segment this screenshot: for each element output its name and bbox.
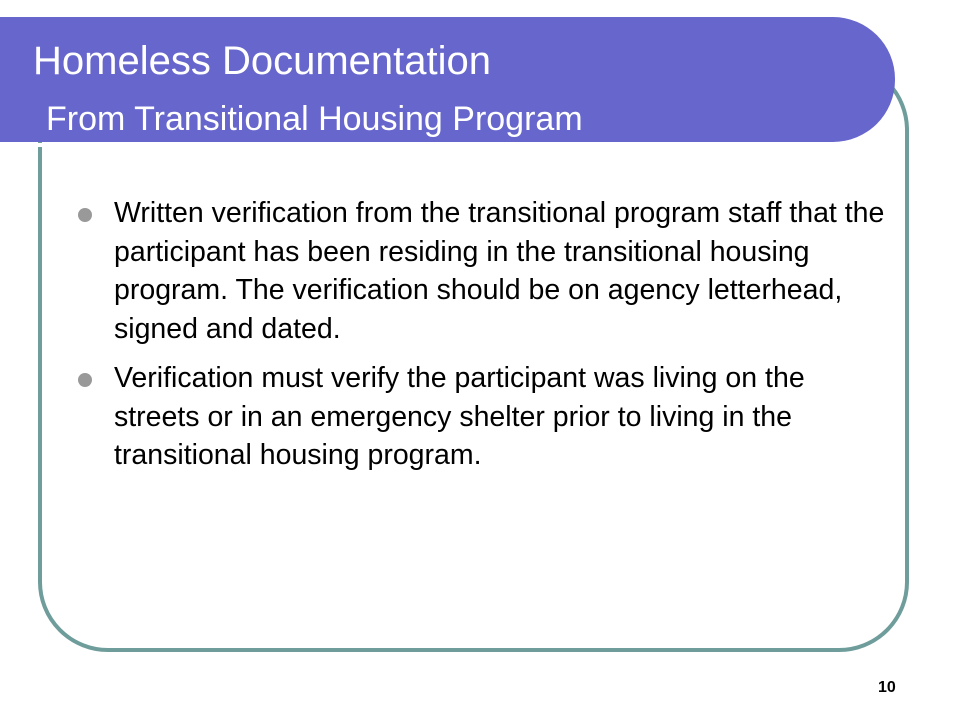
bullet-dot-icon [78,373,92,387]
bullet-item [78,194,888,348]
title-underline [0,143,848,147]
bullet-text: Written verification from the transitional program staff that the participant has been residing in the transitional housing program. The verification should be on agency letterhead, signed and dated. [114,197,885,345]
slide-subtitle: From Transitional Housing Program [46,100,583,138]
title-band [0,17,895,142]
slide-title: Homeless Documentation [33,39,491,83]
bullet-dot-icon [78,208,92,222]
bullet-list [78,194,888,486]
bullet-item [78,359,888,475]
bullet-text: Verification must verify the participant was living on the streets or in an emergency shelter prior to living in the transitional housing program. [114,362,805,471]
page-number: 10 [878,679,896,696]
